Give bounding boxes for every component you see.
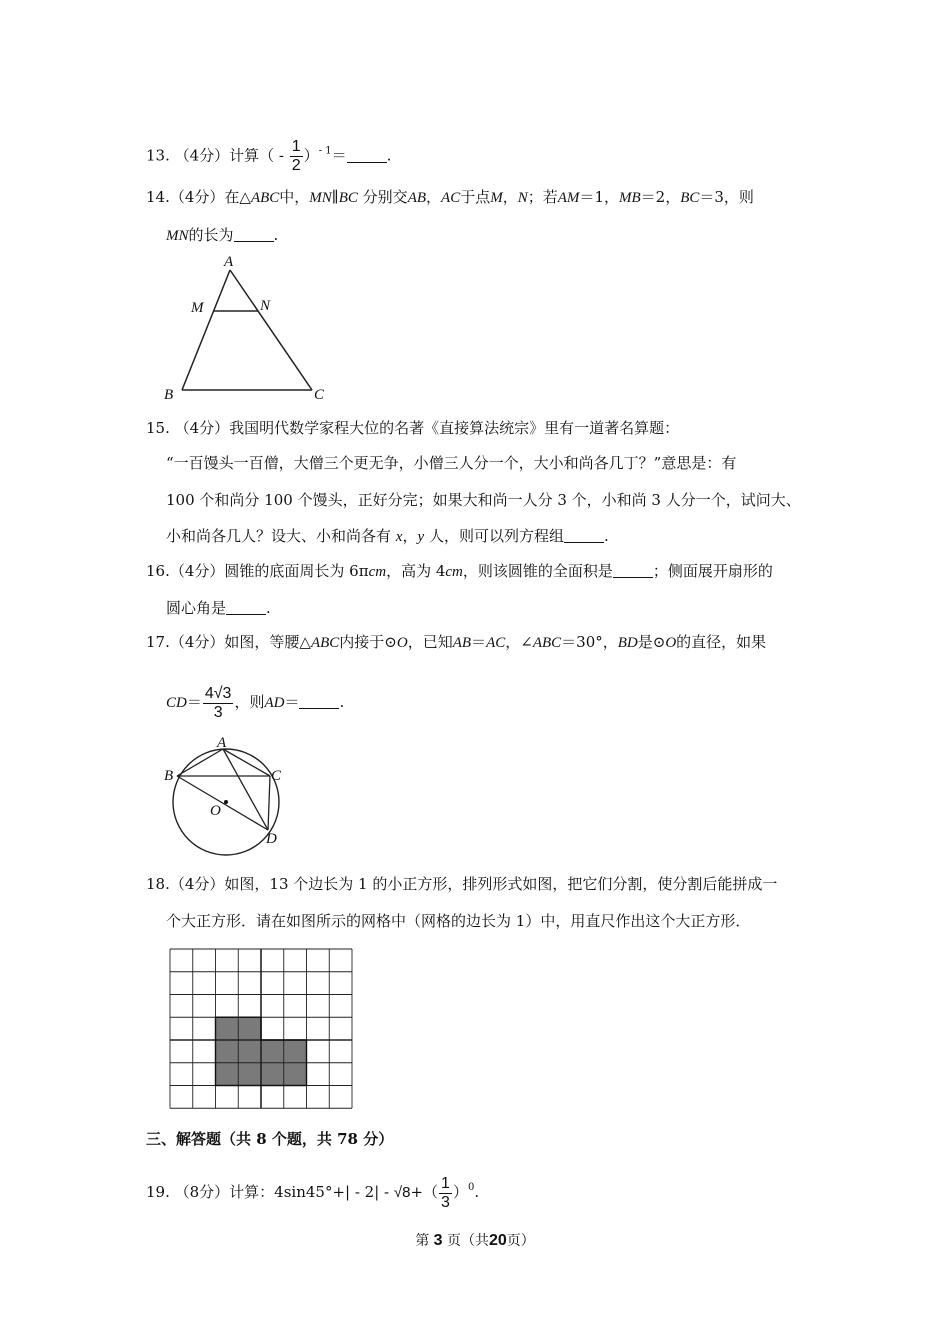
question-18-line2: 个大正方形．请在如图所示的网格中（网格的边长为 1）中，用直尺作出这个大正方形． — [166, 912, 751, 930]
section-title: 三、解答题（共 8 个题，共 78 分） — [146, 1130, 394, 1148]
q13-frac-num: 1 — [291, 138, 301, 155]
var: AM — [557, 190, 580, 206]
text: ＝2， — [640, 188, 681, 206]
answer-blank — [299, 694, 339, 709]
text: ， — [502, 188, 518, 206]
var: x — [395, 529, 403, 545]
frac-den: 3 — [441, 1193, 450, 1211]
var: AC — [486, 635, 506, 651]
text: ，则该圆锥的全面积是 — [462, 562, 613, 580]
question-17-line2 — [166, 680, 344, 725]
var: AB — [452, 635, 472, 651]
label-b: B — [164, 387, 174, 403]
shaded-cell — [284, 1063, 307, 1086]
shaded-cell — [238, 1063, 261, 1086]
text: ，则 — [234, 693, 265, 711]
question-19 — [146, 1166, 479, 1215]
text: ＝ — [186, 693, 202, 711]
text: . — [603, 527, 609, 545]
text: 是⊙ — [637, 633, 666, 651]
label-c: C — [314, 387, 325, 403]
answer-blank — [613, 563, 653, 578]
var: MN — [309, 190, 332, 206]
text: ＝1， — [579, 188, 619, 206]
label-o: O — [210, 803, 221, 819]
text: 的长为 — [188, 226, 234, 244]
text: ＝ — [284, 693, 300, 711]
shaded-cell — [216, 1017, 239, 1040]
text: ＝30°， — [561, 633, 618, 651]
q13-end: . — [386, 146, 392, 165]
exponent: 0 — [467, 1182, 475, 1193]
answer-blank — [234, 227, 274, 242]
text: 于点 — [460, 188, 491, 206]
label-c: C — [271, 768, 282, 784]
var: MN — [166, 228, 189, 244]
question-13: 13. （4分）计算（ - $\frac{1}{2}$ ）$^{- 1}$＝ . — [146, 138, 392, 174]
answer-blank — [226, 600, 266, 615]
text: 14.（4分）在△ — [146, 188, 251, 206]
shaded-cell — [238, 1040, 261, 1063]
text: 人，则可以列方程组 — [428, 527, 564, 545]
answer-blank — [347, 148, 387, 163]
text: 17.（4分）如图，等腰△ — [146, 633, 311, 651]
var: BC — [338, 190, 358, 206]
page-total: 20 — [489, 1232, 507, 1249]
var: N — [517, 190, 528, 206]
var: AC — [441, 190, 461, 206]
var: cm — [445, 564, 463, 580]
var: O — [665, 635, 677, 651]
sqrt-8: √8 — [393, 1184, 411, 1201]
shaded-cell — [216, 1040, 239, 1063]
text: ＝3，则 — [699, 188, 754, 206]
text: +（ — [410, 1183, 439, 1201]
triangle-figure — [160, 250, 340, 410]
var: CD — [166, 695, 187, 711]
q19-fraction — [439, 1175, 452, 1212]
var: BC — [680, 190, 700, 206]
answer-blank — [564, 528, 604, 543]
shaded-cell — [238, 1017, 261, 1040]
text: ，已知 — [407, 633, 453, 651]
text: 小和尚各几人？设大、小和尚各有 — [166, 527, 392, 545]
var: BD — [617, 635, 638, 651]
text: ∥ — [331, 188, 339, 206]
var: M — [490, 190, 503, 206]
question-18-line1: 18.（4分）如图，13 个边长为 1 的小正方形，排列形式如图，把它们分割，使分割后能拼成一 — [146, 875, 778, 893]
shaded-cell — [261, 1063, 284, 1086]
shaded-cell — [284, 1040, 307, 1063]
var: O — [396, 635, 408, 651]
var: y — [417, 529, 425, 545]
page-number: 3 — [433, 1232, 443, 1249]
text: 中， — [279, 188, 310, 206]
text: 的直径，如果 — [676, 633, 767, 651]
q17-fraction — [203, 685, 234, 722]
q13-frac-den: 2 — [291, 157, 301, 174]
label-a: A — [224, 254, 234, 270]
var: cm — [368, 564, 387, 580]
label-m: M — [191, 300, 204, 316]
question-16-line2 — [166, 598, 271, 618]
text: ；若 — [527, 188, 558, 206]
frac-num: 4√3 — [204, 684, 232, 702]
q13-fraction — [290, 138, 303, 175]
text: ，高为 4 — [386, 562, 446, 580]
var: ABC — [250, 190, 280, 206]
text: 圆心角是 — [166, 599, 227, 617]
q13-equals: ＝ — [331, 146, 347, 165]
shaded-cell — [261, 1040, 284, 1063]
text: 分别交 — [357, 188, 408, 206]
question-15-line1: 15. （4分）我国明代数学家程大位的名著《直接算法统宗》里有一道著名算题： — [146, 419, 680, 437]
text: 16.（4分）圆锥的底面周长为 6π — [146, 562, 369, 580]
text: ， — [402, 527, 418, 545]
question-17-line1 — [146, 632, 766, 653]
label-d: D — [266, 831, 277, 847]
text: 第 — [415, 1233, 430, 1249]
question-15-line4 — [166, 526, 609, 547]
q13-prefix: 13. （4分）计算（ - — [146, 146, 289, 165]
label-a: A — [217, 735, 227, 751]
text: . — [273, 226, 279, 244]
text: ） — [452, 1183, 468, 1201]
question-14-line2 — [166, 225, 278, 246]
question-15-line3: 100 个和尚分 100 个馒头，正好分完；如果大和尚一人分 3 个，小和尚 3 人分一个，试问大、 — [166, 491, 801, 509]
text: ，∠ — [505, 633, 533, 651]
q13-exponent: - 1 — [318, 145, 332, 157]
frac-den: 3 — [213, 703, 223, 721]
text: 页（共 — [447, 1233, 489, 1249]
text: 内接于⊙ — [339, 633, 397, 651]
var: AD — [264, 695, 285, 711]
text: 19. （8分）计算：4sin45°+| - 2| - — [146, 1183, 394, 1201]
square-grid — [168, 947, 354, 1111]
text: 页） — [506, 1233, 535, 1249]
label-b: B — [164, 768, 174, 784]
circle-figure — [160, 735, 300, 865]
label-n: N — [260, 298, 271, 314]
text: . — [474, 1183, 480, 1201]
shaded-cell — [216, 1063, 239, 1086]
frac-num: 1 — [441, 1174, 450, 1192]
question-16-line1 — [146, 561, 773, 582]
text: . — [266, 599, 271, 617]
var: ABC — [310, 635, 340, 651]
text: . — [339, 693, 345, 711]
page-footer — [0, 1230, 950, 1250]
var: MB — [618, 190, 641, 206]
text: ， — [426, 188, 442, 206]
question-15-line2: “一百馒头一百僧，大僧三个更无争，小僧三人分一个，大小和尚各几丁？”意思是：有 — [166, 454, 737, 472]
var: AB — [407, 190, 427, 206]
var: ABC — [532, 635, 562, 651]
text: ；侧面展开扇形的 — [652, 562, 773, 580]
question-14-line1 — [146, 187, 754, 208]
text: ＝ — [471, 633, 487, 651]
